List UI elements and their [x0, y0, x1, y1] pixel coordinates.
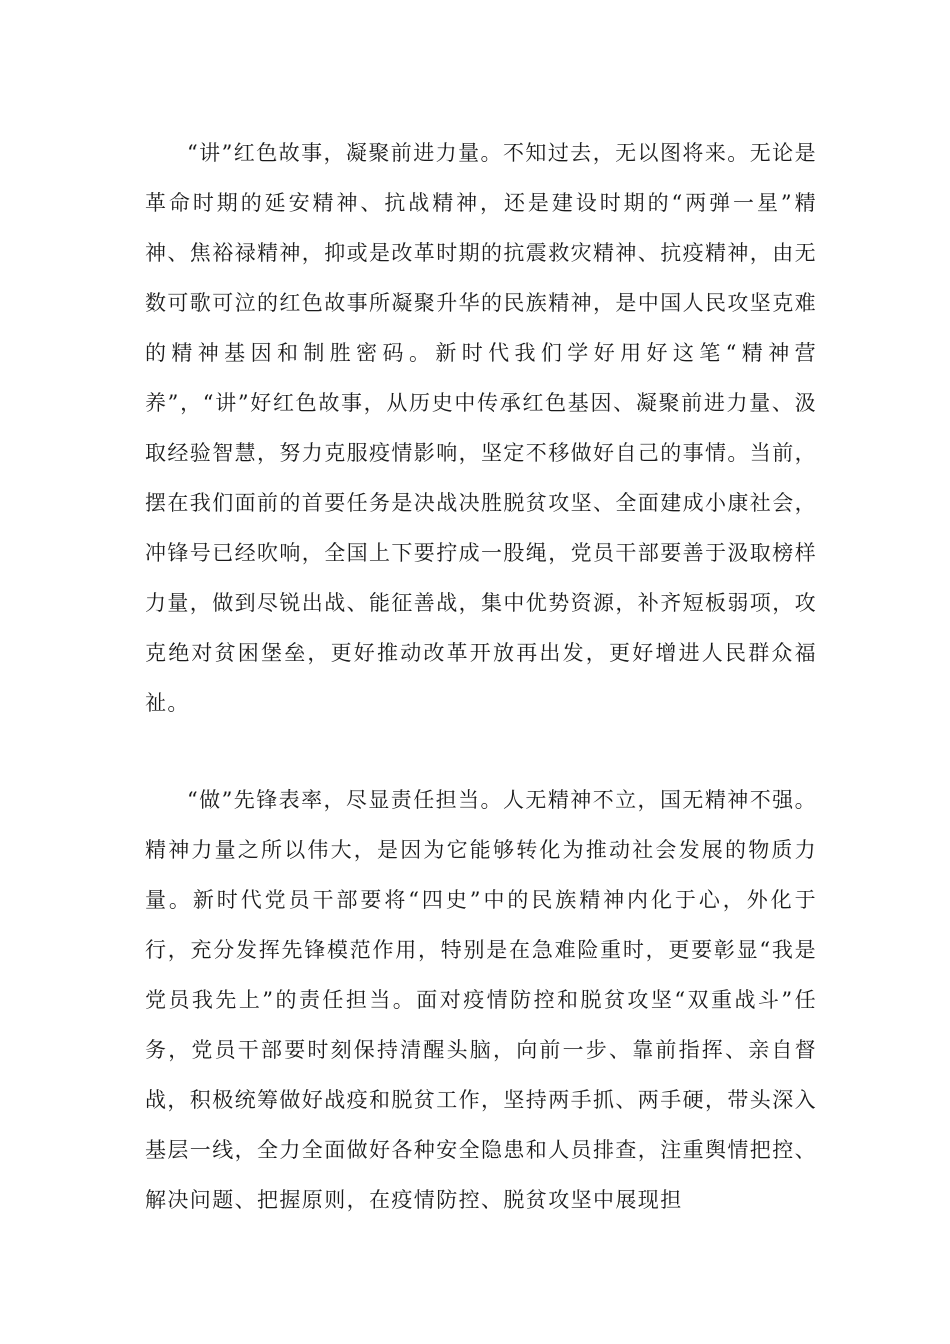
paragraph-red-stories: “讲”红色故事，凝聚前进力量。不知过去，无以图将来。无论是革命时期的延安精神、抗战精神，还是建设时期的“两弹一星”精神、焦裕禄精神，抑或是改革时期的抗震救灾精神、抗疫精神，由无数可歌可泣的红色故事所凝聚升华的民族精神，是中国人民攻坚克难的精神基因和制胜密码。新时代我们学好用好这笔“精神营养”，“讲”好红色故事，从历史中传承红色基因、凝聚前进力量、汲取经验智慧，努力克服疫情影响，坚定不移做好自己的事情。当前，摆在我们面前的首要任务是决战决胜脱贫攻坚、全面建成小康社会，冲锋号已经吹响，全国上下要拧成一股绳，党员干部要善于汲取榜样力量，做到尽锐出战、能征善战，集中优势资源，补齐短板弱项，攻克绝对贫困堡垒，更好推动改革开放再出发，更好增进人民群众福祉。 [145, 141, 817, 715]
paragraph-vanguard-role: “做”先锋表率，尽显责任担当。人无精神不立，国无精神不强。精神力量之所以伟大，是因为它能够转化为推动社会发展的物质力量。新时代党员干部要将“四史”中的民族精神内化于心，外化于行，充分发挥先锋模范作用，特别是在急难险重时，更要彰显“我是党员我先上”的责任担当。面对疫情防控和脱贫攻坚“双重战斗”任务，党员干部要时刻保持清醒头脑，向前一步、靠前指挥、亲自督战，积极统筹做好战疫和脱贫工作，坚持两手抓、两手硬，带头深入基层一线，全力全面做好各种安全隐患和人员排查，注重舆情把控、解决问题、把握原则，在疫情防控、脱贫攻坚中展现担 [145, 788, 817, 1212]
